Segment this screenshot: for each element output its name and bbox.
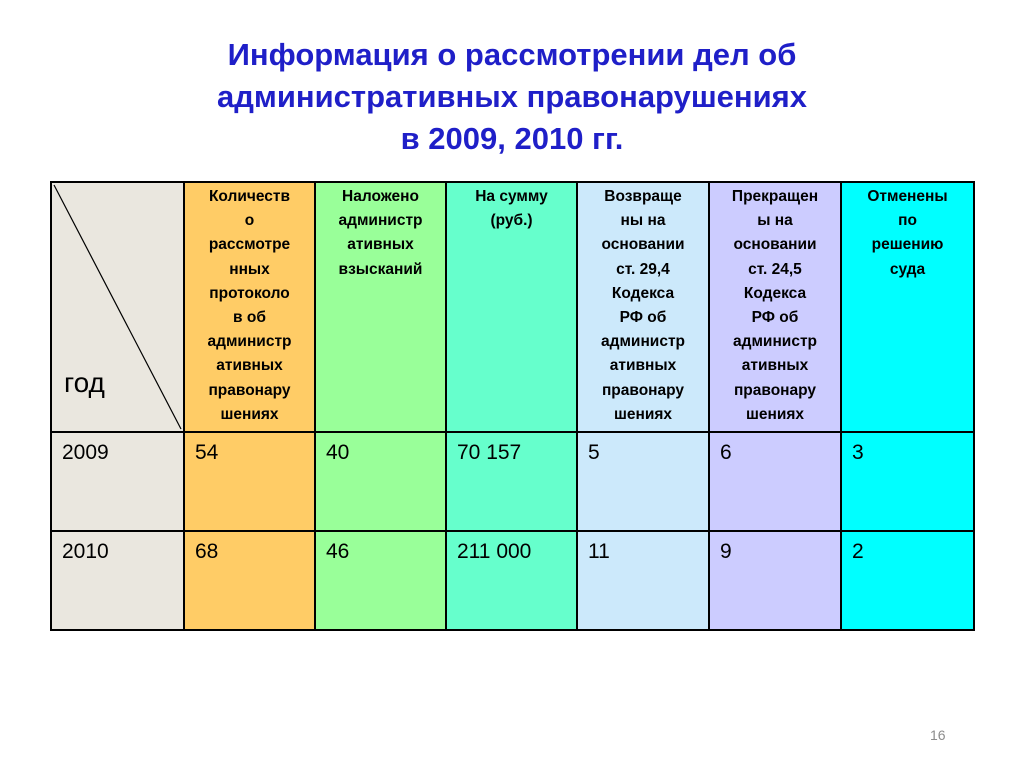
cell-value: 211 000: [457, 540, 532, 563]
header-line: нных: [229, 260, 270, 278]
header-line: ы на: [757, 212, 793, 230]
cell-value: 9: [720, 540, 732, 563]
header-line: правонару: [601, 381, 685, 399]
corner-cell: [51, 182, 184, 432]
table-cell: [184, 531, 315, 630]
title-line-3: в 2009, 2010 гг.: [400, 121, 624, 156]
cell-value: 5: [588, 441, 600, 464]
table-cell: [315, 531, 446, 630]
header-cell-returned: [577, 182, 709, 432]
header-cell-penalties: [315, 182, 446, 432]
table-cell: [709, 531, 841, 630]
header-line: взысканий: [338, 260, 423, 278]
header-line: суда: [889, 260, 926, 278]
header-line: ативных: [609, 357, 677, 375]
table-cell: [709, 432, 841, 531]
header-line: Отменены: [867, 188, 948, 205]
header-line: администр: [600, 333, 686, 351]
header-line: правонару: [733, 381, 817, 399]
cell-value: 46: [326, 540, 350, 563]
cell-value: 54: [195, 441, 219, 464]
header-row: [51, 182, 974, 432]
header-line: шениях: [220, 405, 279, 423]
header-line: РФ об: [751, 309, 799, 327]
header-line: На сумму: [475, 188, 548, 205]
header-line: в об: [233, 309, 266, 327]
header-cell-cancelled: [841, 182, 974, 432]
header-line: основании: [601, 236, 685, 254]
header-text: [185, 183, 314, 427]
header-cell-amount: [446, 182, 577, 432]
header-text: [316, 183, 445, 282]
year-cell: [51, 432, 184, 531]
header-line: о: [244, 212, 255, 230]
header-text: [447, 183, 576, 233]
cell-value: 11: [588, 540, 610, 563]
year-value: 2009: [62, 441, 109, 464]
slide-title: [0, 34, 1024, 160]
table-cell: [446, 531, 577, 630]
cell-value: 3: [852, 441, 864, 464]
header-line: решению: [871, 236, 944, 254]
statistics-table: [50, 181, 975, 631]
cell-value: 70 157: [457, 441, 522, 464]
cell-value: 68: [195, 540, 219, 563]
header-line: ст. 24,5: [748, 260, 802, 278]
header-line: РФ об: [619, 309, 667, 327]
header-cell-terminated: [709, 182, 841, 432]
header-line: шениях: [613, 405, 673, 423]
cell-value: 40: [326, 441, 350, 464]
header-text: [578, 183, 708, 427]
header-line: рассмотре: [208, 236, 291, 254]
table-cell: [841, 432, 974, 531]
year-cell: [51, 531, 184, 630]
header-cell-protocols: [184, 182, 315, 432]
header-text: [710, 183, 840, 427]
cell-value: 2: [852, 540, 864, 563]
header-line: протоколо: [209, 284, 290, 302]
header-line: Количеств: [208, 188, 291, 205]
table-row: [51, 531, 974, 630]
title-line-1: Информация о рассмотрении дел об: [227, 37, 797, 72]
header-line: Возвраще: [604, 188, 682, 205]
header-line: (руб.): [490, 212, 533, 230]
header-line: шениях: [745, 405, 805, 423]
header-line: основании: [733, 236, 817, 254]
table-cell: [446, 432, 577, 531]
header-line: ативных: [216, 357, 283, 375]
table-cell: [577, 432, 709, 531]
header-text: [842, 183, 973, 282]
title-line-2: административных правонарушениях: [216, 79, 808, 114]
header-line: по: [898, 212, 917, 230]
table-cell: [184, 432, 315, 531]
header-line: администр: [207, 333, 292, 351]
table-row: [51, 432, 974, 531]
table-cell: [577, 531, 709, 630]
year-value: 2010: [62, 540, 109, 563]
header-line: ативных: [347, 236, 414, 254]
header-line: ст. 29,4: [616, 260, 670, 278]
page-number: 16: [930, 727, 946, 743]
corner-label: год: [64, 367, 105, 398]
header-line: Прекращен: [731, 188, 819, 205]
header-line: администр: [338, 212, 423, 230]
header-line: ативных: [741, 357, 809, 375]
header-line: администр: [732, 333, 818, 351]
header-line: правонару: [208, 381, 291, 399]
header-line: ны на: [620, 212, 666, 230]
header-line: Кодекса: [743, 284, 807, 302]
header-line: Наложено: [342, 188, 419, 205]
table-cell: [841, 531, 974, 630]
header-line: Кодекса: [611, 284, 675, 302]
cell-value: 6: [720, 441, 732, 464]
table-cell: [315, 432, 446, 531]
